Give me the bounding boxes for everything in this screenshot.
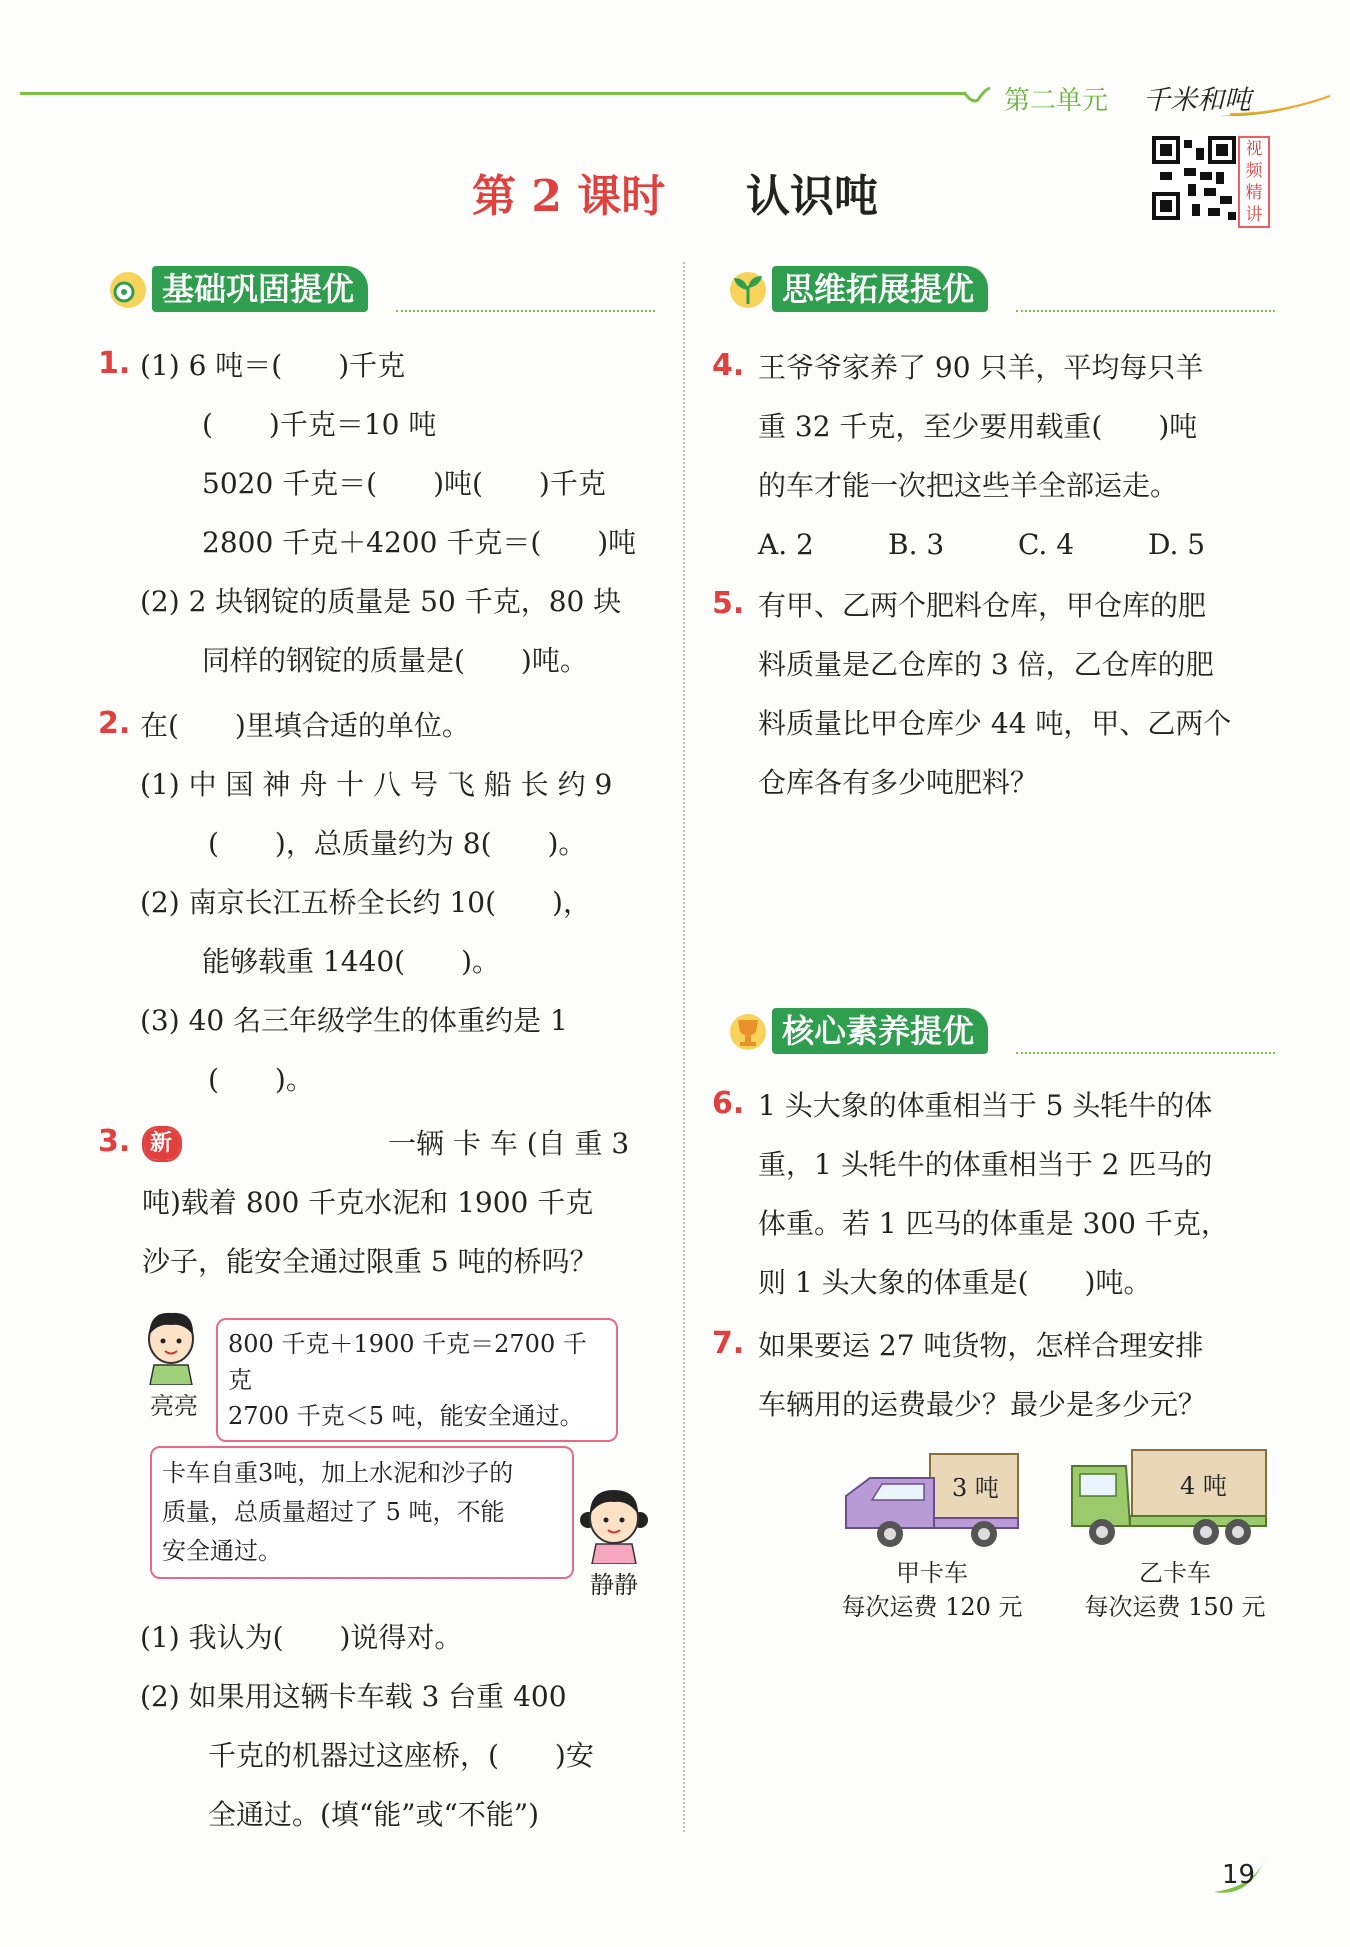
truck-b-name: 乙卡车 — [1139, 1559, 1211, 1587]
q6-line: 体重。若 1 匹马的体重是 300 千克， — [758, 1207, 1229, 1240]
q4-option-c[interactable]: C. 4 — [1018, 528, 1075, 561]
sprout-icon — [720, 260, 776, 316]
lesson-title — [0, 160, 1350, 224]
q5-line: 料质量是乙仓库的 3 倍，乙仓库的肥 — [758, 648, 1214, 681]
q4-line: 的车才能一次把这些羊全部运走。 — [758, 469, 1179, 502]
boy-name: 亮亮 — [150, 1392, 198, 1420]
truck-a-caption — [832, 1556, 1032, 1624]
trophy-icon — [720, 1002, 776, 1058]
q2-line: 能够载重 1440( )。 — [202, 945, 501, 978]
q5-line: 料质量比甲仓库少 44 吨，甲、乙两个 — [758, 707, 1232, 740]
q1-line: 2800 千克＋4200 千克＝( )吨 — [202, 526, 637, 559]
q3-line: 沙子，能安全通过限重 5 吨的桥吗？ — [142, 1245, 598, 1278]
truck-b-load: 4 吨 — [1180, 1472, 1227, 1500]
q2-line: (3) 40 名三年级学生的体重约是 1 — [140, 1004, 568, 1037]
q5-line: 有甲、乙两个肥料仓库，甲仓库的肥 — [758, 589, 1207, 622]
q2-line: 在( )里填合适的单位。 — [140, 709, 470, 742]
q3-line: 吨)载着 800 千克水泥和 1900 千克 — [142, 1186, 594, 1219]
q1-line: (2) 2 块钢锭的质量是 50 千克，80 块 — [140, 585, 622, 618]
truck-b — [1068, 1446, 1270, 1550]
boy-avatar — [140, 1305, 202, 1385]
section-thinking: 思维拓展提优 — [720, 266, 1275, 312]
q1-line: ( )千克＝10 吨 — [202, 408, 437, 441]
q1-line: 5020 千克＝( )吨( )千克 — [202, 467, 606, 500]
q2-line: (2) 南京长江五桥全长约 10( )， — [140, 886, 591, 919]
header-rule — [20, 92, 965, 95]
q7-line: 车辆用的运费最少？最少是多少元？ — [758, 1388, 1207, 1421]
truck-a-name: 甲卡车 — [896, 1559, 968, 1587]
q3-sub-line: 全通过。(填“能”或“不能”) — [208, 1798, 540, 1831]
girl-name: 静静 — [590, 1571, 638, 1599]
leaf-icon — [962, 86, 992, 106]
truck-a-cost: 每次运费 120 元 — [841, 1593, 1023, 1621]
q7-line: 如果要运 27 吨货物，怎样合理安排 — [758, 1329, 1204, 1362]
q2-line: ( )，总质量约为 8( )。 — [208, 827, 587, 860]
q1-line: (1) 6 吨＝( )千克 — [140, 349, 406, 382]
topic-label: 千米和吨 — [1143, 85, 1251, 116]
q1-line: 同样的钢锭的质量是( )吨。 — [202, 644, 588, 677]
truck-b-cost: 每次运费 150 元 — [1084, 1593, 1266, 1621]
unit-label: 第二单元 — [1004, 86, 1109, 116]
truck-a-load: 3 吨 — [952, 1474, 999, 1502]
boy-speech-bubble: 800 千克＋1900 千克＝2700 千克 2700 千克＜5 吨，能安全通过。 — [216, 1318, 618, 1442]
video-label: 视频精讲 — [1238, 136, 1270, 228]
q2-line: (1) 中 国 神 舟 十 八 号 飞 船 长 约 9 — [140, 768, 613, 801]
trend-tag: 新 — [142, 1126, 182, 1162]
section-core: 核心素养提优 — [720, 1008, 1275, 1054]
qr-code-icon[interactable] — [1152, 136, 1236, 220]
girl-speech-bubble: 卡车自重3吨，加上水泥和沙子的 质量，总质量超过了 5 吨，不能 安全通过。 — [150, 1446, 574, 1579]
q3-line: 一辆 卡 车 (自 重 3 — [388, 1127, 630, 1160]
q6-line: 重，1 头牦牛的体重相当于 2 匹马的 — [758, 1148, 1213, 1181]
gear-sun-icon — [100, 260, 156, 316]
q4-option-b[interactable]: B. 3 — [888, 528, 945, 561]
q4-line: 重 32 千克，至少要用载重( )吨 — [758, 410, 1198, 443]
q3-sub-line: (1) 我认为( )说得对。 — [140, 1621, 463, 1654]
lesson-number: 第 2 课时 — [472, 171, 666, 222]
lesson-name: 认识吨 — [745, 171, 878, 222]
q5-line: 仓库各有多少吨肥料？ — [758, 766, 1039, 799]
truck-b-icon — [1068, 1446, 1270, 1550]
q4-option-a[interactable]: A. 2 — [758, 528, 814, 561]
q3-sub-line: 千克的机器过这座桥，( )安 — [208, 1739, 594, 1772]
truck-b-caption — [1070, 1556, 1280, 1624]
q6-line: 1 头大象的体重相当于 5 头牦牛的体 — [758, 1089, 1213, 1122]
q2-line: ( )。 — [208, 1063, 314, 1096]
swoosh-decoration — [1220, 92, 1340, 120]
q4-option-d[interactable]: D. 5 — [1148, 528, 1206, 561]
q3-sub-line: (2) 如果用这辆卡车载 3 台重 400 — [140, 1680, 567, 1713]
section-basic: 基础巩固提优 — [100, 266, 655, 312]
q4-line: 王爷爷家养了 90 只羊，平均每只羊 — [758, 351, 1204, 384]
column-divider — [683, 262, 685, 1832]
girl-avatar — [578, 1480, 650, 1564]
q6-line: 则 1 头大象的体重是( )吨。 — [758, 1266, 1152, 1299]
page-number: 19 — [1222, 1860, 1256, 1890]
truck-a — [842, 1448, 1022, 1550]
